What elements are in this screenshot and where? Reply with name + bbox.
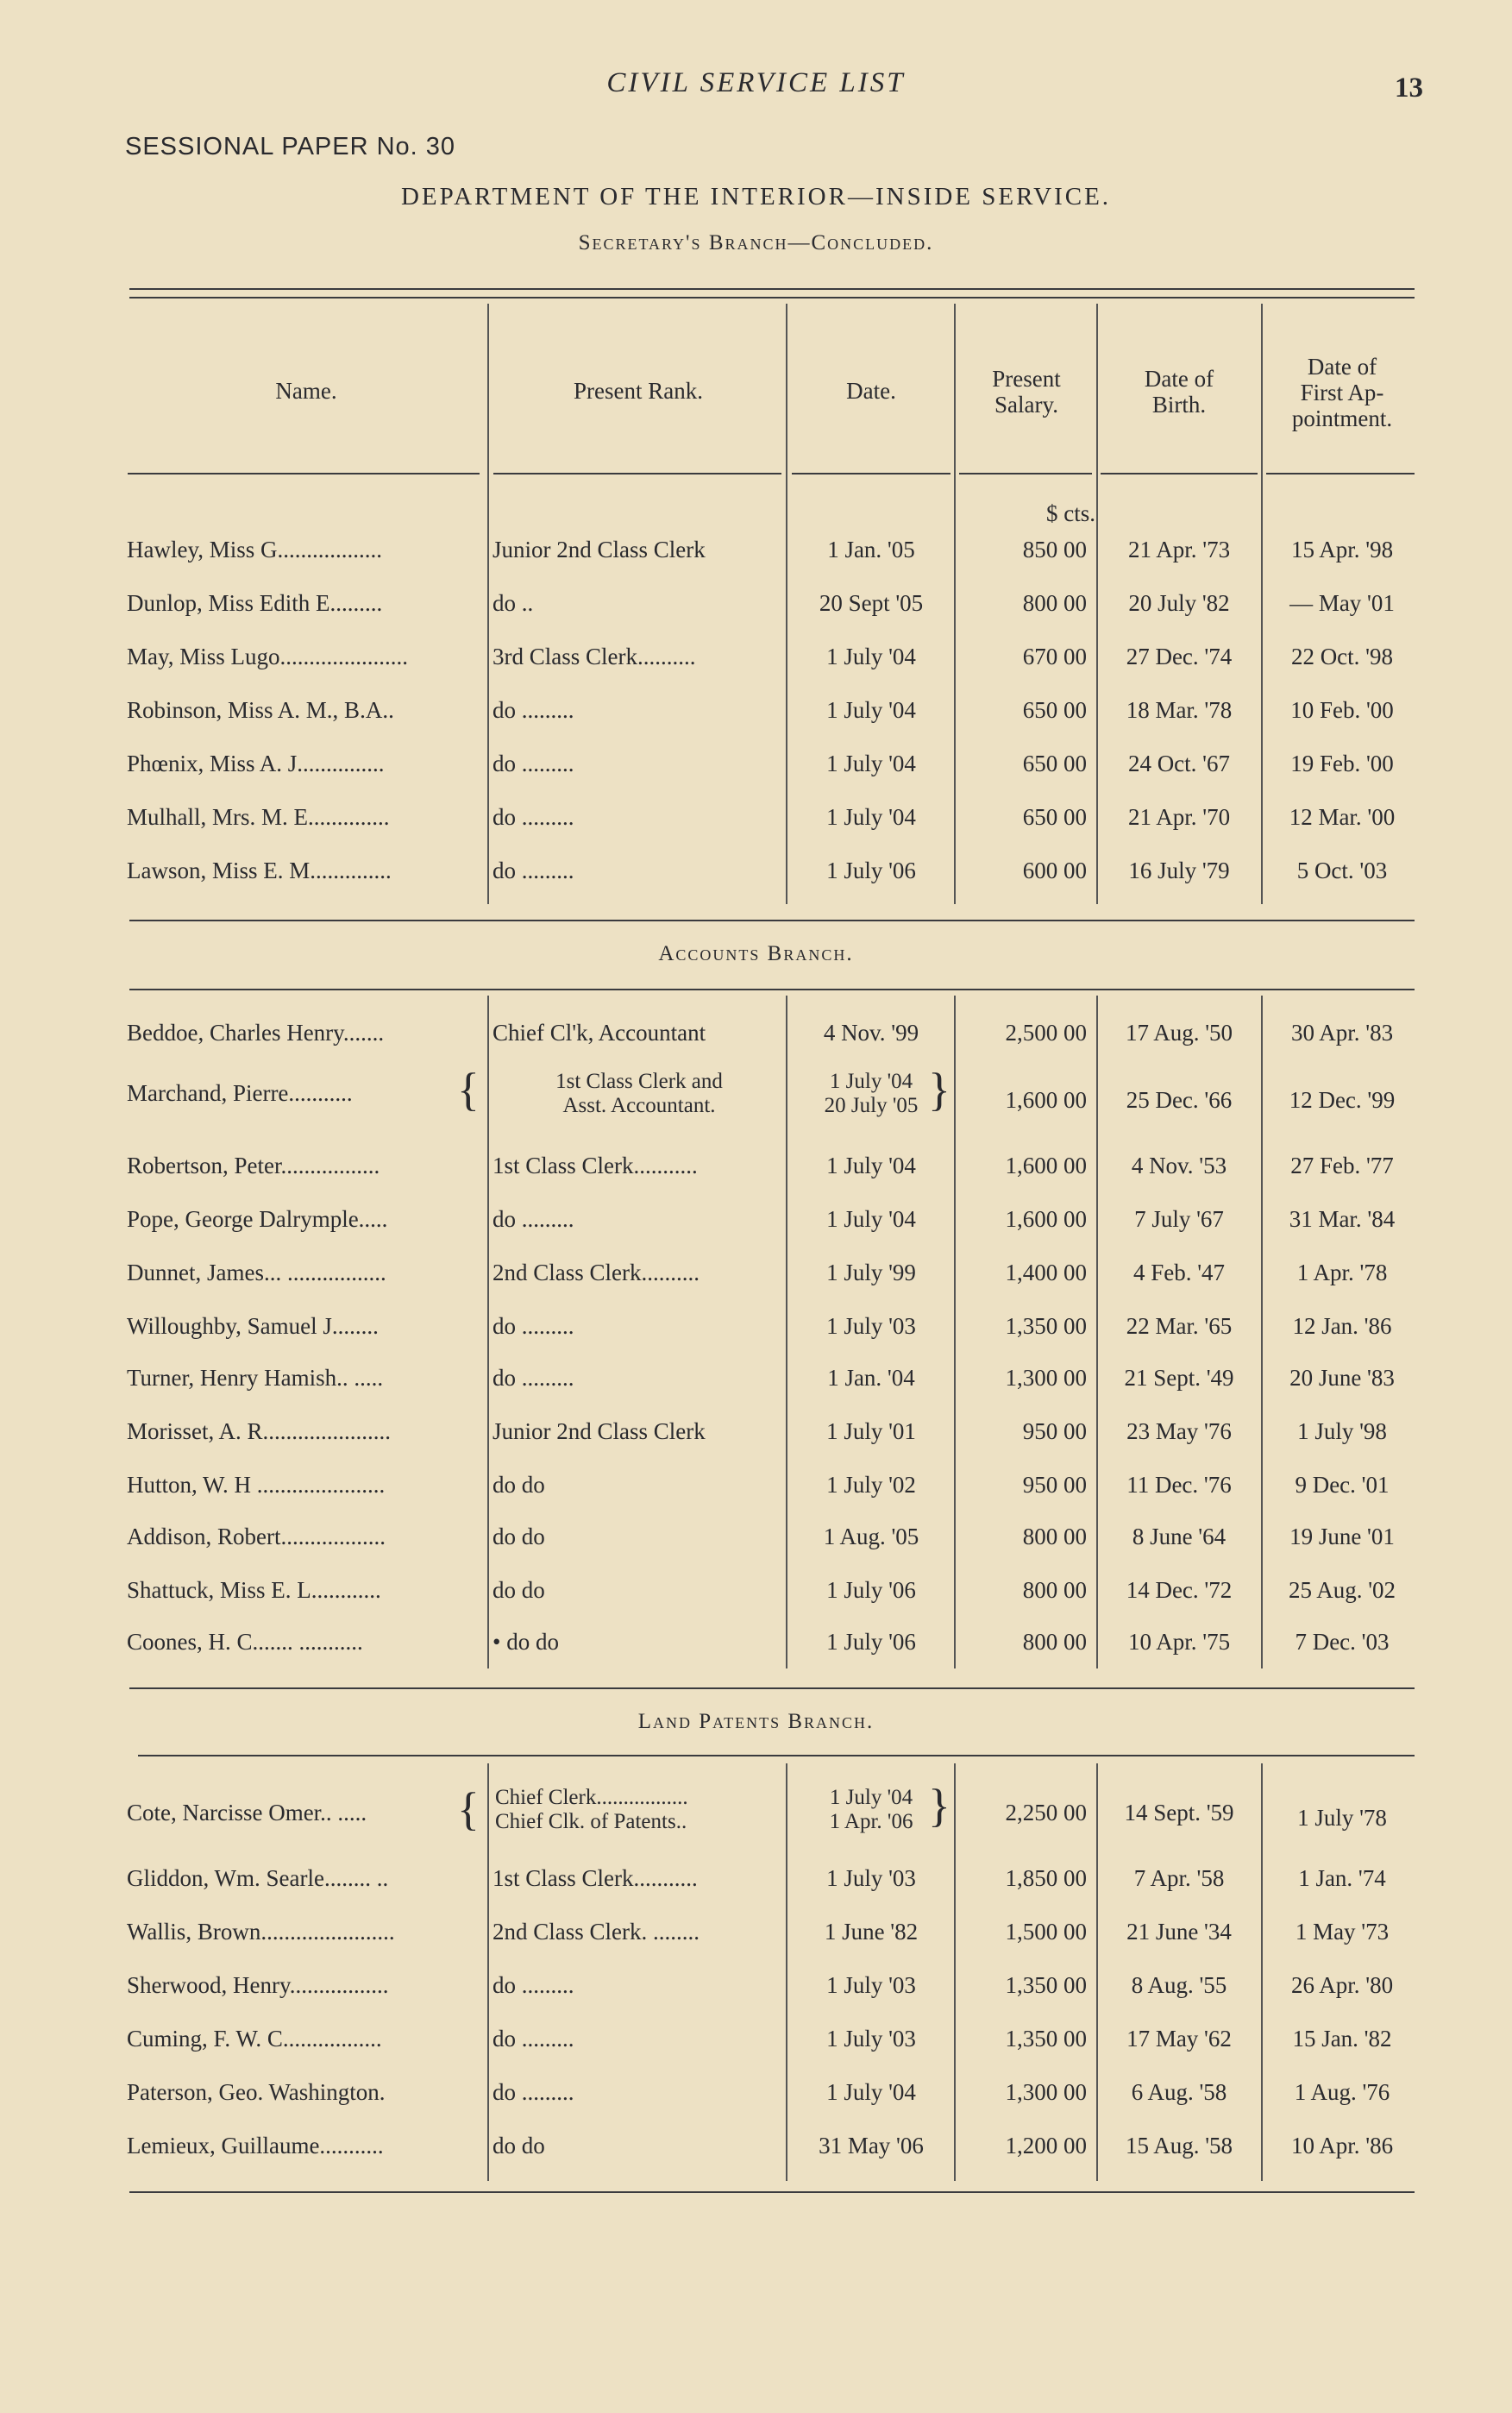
cell-name: Marchand, Pierre........... bbox=[127, 1080, 353, 1106]
cell-name: Addison, Robert.................. bbox=[127, 1524, 386, 1549]
top-rule-2 bbox=[129, 297, 1415, 298]
cell-date: 1 July '04 1 Apr. '06 bbox=[829, 1786, 913, 1833]
cell-date: 1 July '04 bbox=[826, 751, 916, 776]
cell-rank: do do bbox=[492, 1577, 545, 1603]
cell-birth: 17 May '62 bbox=[1126, 2026, 1232, 2052]
divider bbox=[487, 1763, 489, 2181]
divider bbox=[1261, 996, 1263, 1668]
cell-date: 1 July '06 bbox=[826, 1577, 916, 1603]
cell-first-appointment: 12 Jan. '86 bbox=[1292, 1313, 1392, 1339]
cell-first-appointment: 15 Jan. '82 bbox=[1292, 2026, 1392, 2052]
cell-birth: 20 July '82 bbox=[1128, 590, 1230, 616]
cell-name: Wallis, Brown....................... bbox=[127, 1919, 395, 1945]
cell-birth: 10 Apr. '75 bbox=[1127, 1629, 1231, 1655]
cell-first-appointment: 19 June '01 bbox=[1289, 1524, 1395, 1549]
cell-first-appointment: 25 Aug. '02 bbox=[1288, 1577, 1396, 1603]
cell-date: 1 July '03 bbox=[826, 1865, 916, 1891]
cell-first-appointment: 1 Jan. '74 bbox=[1298, 1865, 1386, 1891]
divider bbox=[1261, 304, 1263, 904]
cell-name: Lemieux, Guillaume........... bbox=[127, 2133, 384, 2159]
cell-date: 1 July '04 bbox=[826, 644, 916, 669]
cell-date: 1 July '03 bbox=[826, 2026, 916, 2052]
cell-date: 1 June '82 bbox=[824, 1919, 919, 1945]
sessional-paper: SESSIONAL PAPER No. 30 bbox=[125, 133, 456, 160]
cell-rank: Chief Cl'k, Accountant bbox=[492, 1020, 706, 1046]
land-patents-branch-title: Land Patents Branch. bbox=[637, 1710, 875, 1733]
cell-salary: 950 00 bbox=[1022, 1418, 1087, 1444]
header-rule bbox=[792, 473, 950, 474]
cell-rank: do ......... bbox=[492, 804, 574, 830]
cell-birth: 6 Aug. '58 bbox=[1131, 2079, 1227, 2105]
cell-rank: do ......... bbox=[492, 1972, 574, 1998]
cell-name: Lawson, Miss E. M.............. bbox=[127, 858, 392, 883]
cell-rank: 2nd Class Clerk. ........ bbox=[492, 1919, 700, 1945]
cell-first-appointment: 20 June '83 bbox=[1289, 1365, 1395, 1391]
cell-name: Robinson, Miss A. M., B.A.. bbox=[127, 697, 394, 723]
cell-name: Dunlop, Miss Edith E......... bbox=[127, 590, 383, 616]
cell-name: Willoughby, Samuel J........ bbox=[127, 1313, 379, 1339]
cell-first-appointment: 26 Apr. '80 bbox=[1290, 1972, 1394, 1998]
cell-first-appointment: 9 Dec. '01 bbox=[1295, 1472, 1390, 1498]
cell-rank: do ......... bbox=[492, 697, 574, 723]
cell-name: Cuming, F. W. C................. bbox=[127, 2026, 382, 2052]
cell-salary: 2,500 00 bbox=[1005, 1020, 1087, 1046]
cell-first-appointment: 27 Feb. '77 bbox=[1290, 1153, 1394, 1178]
cell-name: Coones, H. C....... ........... bbox=[127, 1629, 363, 1655]
cell-name: Gliddon, Wm. Searle........ .. bbox=[127, 1865, 389, 1891]
cell-salary: 1,300 00 bbox=[1005, 2079, 1087, 2105]
cell-first-appointment: 12 Mar. '00 bbox=[1289, 804, 1396, 830]
cell-birth: 23 May '76 bbox=[1126, 1418, 1232, 1444]
cell-name: Shattuck, Miss E. L............ bbox=[127, 1577, 381, 1603]
cell-rank: do ......... bbox=[492, 2026, 574, 2052]
cell-name: Robertson, Peter................. bbox=[127, 1153, 380, 1178]
cell-rank: Junior 2nd Class Clerk bbox=[492, 1418, 706, 1444]
section-rule bbox=[129, 920, 1415, 921]
divider bbox=[954, 996, 956, 1668]
col-head-birth: Date of Birth. bbox=[1144, 366, 1214, 418]
cell-date: 1 Jan. '05 bbox=[827, 537, 915, 562]
cell-birth: 14 Dec. '72 bbox=[1126, 1577, 1233, 1603]
cell-birth: 8 Aug. '55 bbox=[1131, 1972, 1227, 1998]
cell-salary: 1,500 00 bbox=[1005, 1919, 1087, 1945]
cell-date: 1 Jan. '04 bbox=[827, 1365, 915, 1391]
cell-first-appointment: 1 Apr. '78 bbox=[1296, 1260, 1388, 1285]
cell-name: Paterson, Geo. Washington. bbox=[127, 2079, 386, 2105]
cell-birth: 25 Dec. '66 bbox=[1126, 1087, 1233, 1113]
cell-salary: 2,250 00 bbox=[1005, 1800, 1087, 1825]
cell-name: Morisset, A. R...................... bbox=[127, 1418, 392, 1444]
cell-first-appointment: 30 Apr. '83 bbox=[1290, 1020, 1394, 1046]
cell-date: 1 Aug. '05 bbox=[823, 1524, 919, 1549]
cell-name: May, Miss Lugo...................... bbox=[127, 644, 409, 669]
cell-salary: 1,600 00 bbox=[1005, 1153, 1087, 1178]
section-rule bbox=[138, 1755, 1415, 1756]
divider bbox=[954, 304, 956, 904]
cell-salary: 1,350 00 bbox=[1005, 1313, 1087, 1339]
cell-first-appointment: 12 Dec. '99 bbox=[1289, 1087, 1396, 1113]
brace: } bbox=[928, 1064, 950, 1115]
cell-name: Mulhall, Mrs. M. E.............. bbox=[127, 804, 390, 830]
cell-birth: 21 Apr. '70 bbox=[1127, 804, 1231, 830]
divider bbox=[954, 1763, 956, 2181]
cell-birth: 8 June '64 bbox=[1132, 1524, 1227, 1549]
col-head-salary: Present Salary. bbox=[992, 366, 1061, 418]
brace: { bbox=[457, 1783, 480, 1835]
page-number: 13 bbox=[1395, 72, 1423, 104]
accounts-branch-title: Accounts Branch. bbox=[658, 942, 854, 965]
cell-first-appointment: 1 May '73 bbox=[1295, 1919, 1390, 1945]
cell-birth: 18 Mar. '78 bbox=[1126, 697, 1233, 723]
cell-rank: 1st Class Clerk and Asst. Accountant. bbox=[555, 1070, 723, 1117]
cell-birth: 7 Apr. '58 bbox=[1133, 1865, 1225, 1891]
cell-rank: do ......... bbox=[492, 1206, 574, 1232]
cell-date: 1 July '06 bbox=[826, 858, 916, 883]
brace: } bbox=[928, 1780, 950, 1832]
cell-first-appointment: 22 Oct. '98 bbox=[1290, 644, 1394, 669]
cell-first-appointment: 19 Feb. '00 bbox=[1290, 751, 1394, 776]
cell-first-appointment: — May '01 bbox=[1289, 590, 1395, 616]
cell-name: Pope, George Dalrymple..... bbox=[127, 1206, 388, 1232]
cell-rank: do do bbox=[492, 1524, 545, 1549]
secretary-branch-title: Secretary's Branch—Concluded. bbox=[578, 231, 934, 254]
cell-date: 31 May '06 bbox=[819, 2133, 924, 2159]
cell-rank: 2nd Class Clerk.......... bbox=[492, 1260, 700, 1285]
cell-first-appointment: 15 Apr. '98 bbox=[1290, 537, 1394, 562]
header-rule bbox=[1101, 473, 1258, 474]
cell-birth: 11 Dec. '76 bbox=[1126, 1472, 1232, 1498]
cell-birth: 7 July '67 bbox=[1134, 1206, 1224, 1232]
cell-salary: 1,350 00 bbox=[1005, 2026, 1087, 2052]
cell-birth: 24 Oct. '67 bbox=[1127, 751, 1231, 776]
cell-salary: 670 00 bbox=[1022, 644, 1087, 669]
header-rule bbox=[959, 473, 1092, 474]
cell-rank: do ......... bbox=[492, 858, 574, 883]
cell-salary: 800 00 bbox=[1022, 590, 1087, 616]
cell-date: 1 July '04 bbox=[826, 804, 916, 830]
cell-rank: do ......... bbox=[492, 751, 574, 776]
cell-date: 1 July '04 bbox=[826, 1206, 916, 1232]
cell-salary: 1,850 00 bbox=[1005, 1865, 1087, 1891]
cell-rank: do ......... bbox=[492, 1365, 574, 1391]
col-head-date: Date. bbox=[846, 378, 896, 404]
cell-date: 1 July '04 bbox=[826, 1153, 916, 1178]
cell-rank: 1st Class Clerk........... bbox=[492, 1153, 698, 1178]
cell-first-appointment: 1 July '98 bbox=[1297, 1418, 1387, 1444]
cell-salary: 1,600 00 bbox=[1005, 1087, 1087, 1113]
cell-birth: 21 June '34 bbox=[1126, 1919, 1232, 1945]
cell-date: 1 July '04 20 July '05 bbox=[824, 1070, 919, 1117]
cell-name: Hutton, W. H ...................... bbox=[127, 1472, 386, 1498]
cell-first-appointment: 10 Feb. '00 bbox=[1290, 697, 1394, 723]
cell-date: 1 July '06 bbox=[826, 1629, 916, 1655]
running-title: CIVIL SERVICE LIST bbox=[606, 67, 906, 98]
cell-salary: 1,600 00 bbox=[1005, 1206, 1087, 1232]
cell-name: Cote, Narcisse Omer.. ..... bbox=[127, 1800, 367, 1825]
cell-salary: 1,300 00 bbox=[1005, 1365, 1087, 1391]
cell-date: 1 July '02 bbox=[826, 1472, 916, 1498]
cell-salary: 650 00 bbox=[1022, 804, 1087, 830]
col-head-first-appointment: Date of First Ap- pointment. bbox=[1291, 354, 1393, 431]
cell-date: 1 July '03 bbox=[826, 1313, 916, 1339]
cell-birth: 21 Sept. '49 bbox=[1124, 1365, 1234, 1391]
cell-name: Turner, Henry Hamish.. ..... bbox=[127, 1365, 384, 1391]
cell-birth: 15 Aug. '58 bbox=[1125, 2133, 1233, 2159]
cell-date: 1 July '04 bbox=[826, 697, 916, 723]
cell-salary: 800 00 bbox=[1022, 1577, 1087, 1603]
cell-date: 1 July '99 bbox=[826, 1260, 916, 1285]
cell-rank: 3rd Class Clerk.......... bbox=[492, 644, 696, 669]
cell-first-appointment: 7 Dec. '03 bbox=[1295, 1629, 1390, 1655]
bottom-rule bbox=[129, 2191, 1415, 2193]
cell-salary: 650 00 bbox=[1022, 697, 1087, 723]
cell-first-appointment: 1 July '78 bbox=[1297, 1805, 1387, 1831]
department-title: DEPARTMENT OF THE INTERIOR—INSIDE SERVICE. bbox=[400, 183, 1112, 211]
cell-birth: 16 July '79 bbox=[1128, 858, 1230, 883]
cell-salary: 1,400 00 bbox=[1005, 1260, 1087, 1285]
cell-name: Phœnix, Miss A. J............... bbox=[127, 751, 385, 776]
cell-first-appointment: 31 Mar. '84 bbox=[1289, 1206, 1396, 1232]
divider bbox=[487, 996, 489, 1668]
header-rule bbox=[128, 473, 480, 474]
cell-birth: 22 Mar. '65 bbox=[1126, 1313, 1233, 1339]
cell-first-appointment: 5 Oct. '03 bbox=[1296, 858, 1388, 883]
cell-salary: 600 00 bbox=[1022, 858, 1087, 883]
cell-birth: 14 Sept. '59 bbox=[1124, 1800, 1234, 1825]
divider bbox=[786, 304, 787, 904]
cell-rank: do ......... bbox=[492, 1313, 574, 1339]
top-rule-1 bbox=[129, 288, 1415, 290]
cell-name: Sherwood, Henry................. bbox=[127, 1972, 389, 1998]
cell-rank: Junior 2nd Class Clerk bbox=[492, 537, 706, 562]
section-rule bbox=[129, 1687, 1415, 1689]
cell-salary: 1,350 00 bbox=[1005, 1972, 1087, 1998]
cell-rank: do .. bbox=[492, 590, 534, 616]
cell-salary: 950 00 bbox=[1022, 1472, 1087, 1498]
cell-birth: 4 Nov. '53 bbox=[1131, 1153, 1227, 1178]
cell-salary: 650 00 bbox=[1022, 751, 1087, 776]
cell-name: Beddoe, Charles Henry....... bbox=[127, 1020, 385, 1046]
cell-date: 1 July '04 bbox=[826, 2079, 916, 2105]
cell-salary: 1,200 00 bbox=[1005, 2133, 1087, 2159]
cell-date: 4 Nov. '99 bbox=[823, 1020, 919, 1046]
col-head-rank: Present Rank. bbox=[574, 378, 703, 404]
cell-rank: do do bbox=[492, 1472, 545, 1498]
cell-salary: 800 00 bbox=[1022, 1629, 1087, 1655]
cell-rank: Chief Clerk................. Chief Clk. of Patents.. bbox=[495, 1786, 688, 1833]
brace: { bbox=[457, 1064, 480, 1115]
cell-birth: 27 Dec. '74 bbox=[1126, 644, 1233, 669]
cell-salary: 850 00 bbox=[1022, 537, 1087, 562]
cell-birth: 4 Feb. '47 bbox=[1132, 1260, 1226, 1285]
cell-date: 20 Sept '05 bbox=[819, 590, 924, 616]
cell-salary: 800 00 bbox=[1022, 1524, 1087, 1549]
header-rule bbox=[493, 473, 781, 474]
cell-date: 1 July '01 bbox=[826, 1418, 916, 1444]
divider bbox=[487, 304, 489, 904]
cell-birth: 21 Apr. '73 bbox=[1127, 537, 1231, 562]
cell-date: 1 July '03 bbox=[826, 1972, 916, 1998]
cell-name: Dunnet, James... ................. bbox=[127, 1260, 386, 1285]
cell-rank: 1st Class Clerk........... bbox=[492, 1865, 698, 1891]
col-head-name: Name. bbox=[275, 378, 337, 404]
cell-first-appointment: 1 Aug. '76 bbox=[1294, 2079, 1390, 2105]
cell-birth: 17 Aug. '50 bbox=[1125, 1020, 1233, 1046]
cell-rank: • do do bbox=[492, 1629, 559, 1655]
salary-units: $ cts. bbox=[1046, 500, 1095, 526]
header-rule bbox=[1266, 473, 1415, 474]
cell-first-appointment: 10 Apr. '86 bbox=[1290, 2133, 1394, 2159]
cell-rank: do do bbox=[492, 2133, 545, 2159]
section-rule bbox=[129, 989, 1415, 990]
divider bbox=[1261, 1763, 1263, 2181]
cell-name: Hawley, Miss G.................. bbox=[127, 537, 382, 562]
cell-rank: do ......... bbox=[492, 2079, 574, 2105]
divider bbox=[786, 996, 787, 1668]
